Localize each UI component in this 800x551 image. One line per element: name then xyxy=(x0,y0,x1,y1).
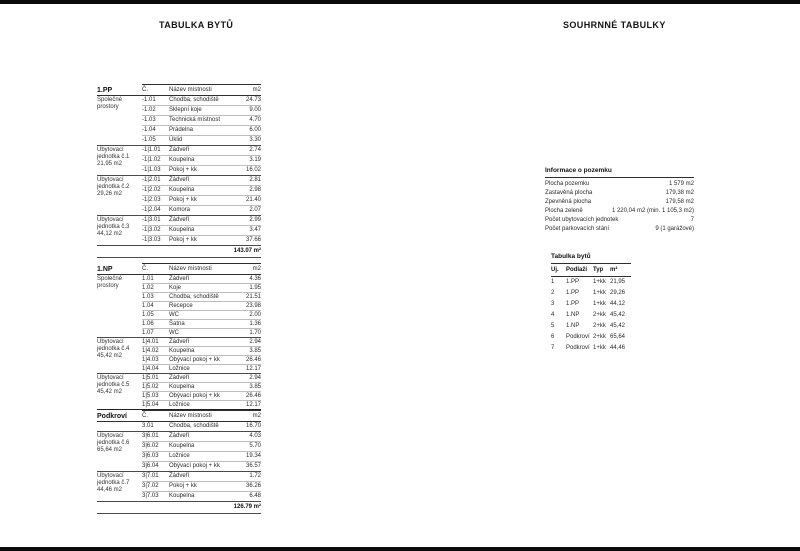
room-area-cell: 19.34 xyxy=(245,453,261,459)
land-info-row xyxy=(545,216,694,225)
room-number-cell: 1|4.01 xyxy=(142,338,159,345)
unit-cell: 6 xyxy=(551,334,555,340)
room-row xyxy=(142,165,261,175)
units-column-header: m² xyxy=(610,266,618,273)
room-area-cell: 26.46 xyxy=(245,356,261,363)
room-name-cell: Pokoj + kk xyxy=(169,167,197,173)
room-name-cell: Obývací pokoj + kk xyxy=(169,392,220,399)
unit-cell: 2 xyxy=(551,290,555,296)
room-name-cell: Koupelna xyxy=(169,493,195,499)
room-row xyxy=(142,235,261,245)
room-area-cell: 36.26 xyxy=(245,483,261,489)
unit-cell: 2+kk xyxy=(593,312,606,318)
floor-name: 1.NP xyxy=(97,266,113,273)
land-info-row xyxy=(545,198,694,207)
room-number-cell: 3|7.01 xyxy=(142,473,159,479)
letterbox-top xyxy=(0,0,800,4)
room-row xyxy=(142,96,261,105)
room-row xyxy=(142,195,261,205)
group-label: Ubytovací jednotka č.6 65,64 m2 xyxy=(97,433,130,453)
column-header-room-name: Název místnosti xyxy=(169,412,212,419)
room-area-cell: 23.98 xyxy=(245,302,261,309)
room-name-cell: Ložnice xyxy=(169,401,190,408)
room-name-cell: Pokoj + kk xyxy=(169,483,197,489)
room-row xyxy=(142,135,261,145)
group-label: Ubytovací jednotka č.1 21,95 m2 xyxy=(97,147,130,167)
room-number-cell: 3|6.01 xyxy=(142,433,159,439)
unit-cell: 1+kk xyxy=(593,279,606,285)
room-number-cell: 1.03 xyxy=(142,293,154,300)
room-name-cell: Zádveří xyxy=(169,275,190,282)
room-name-cell: Chodba, schodiště xyxy=(169,423,219,429)
room-name-cell: Zádveří xyxy=(169,433,190,439)
unit-cell: 44,12 xyxy=(610,301,626,307)
unit-cell: 2+kk xyxy=(593,323,606,329)
room-area-cell: 37.66 xyxy=(245,237,261,243)
unit-row xyxy=(551,288,631,299)
room-row xyxy=(142,328,261,337)
group-rows xyxy=(142,275,261,337)
room-row xyxy=(142,472,261,481)
room-row xyxy=(142,205,261,215)
unit-cell: 1.PP xyxy=(566,279,580,285)
room-area-cell: 6.00 xyxy=(249,127,261,133)
room-area-cell: 3.47 xyxy=(249,227,261,233)
room-group xyxy=(97,96,261,146)
room-name-cell: Koupelna xyxy=(169,347,195,354)
land-info-title: Informace o pozemku xyxy=(545,167,694,178)
room-row xyxy=(142,176,261,185)
unit-cell: 1.NP xyxy=(566,312,580,318)
room-area-cell: 4.70 xyxy=(249,117,261,123)
unit-cell: 1.NP xyxy=(566,323,580,329)
room-area-cell: 16.70 xyxy=(245,423,261,429)
units-column-header: Podlaží xyxy=(566,266,588,273)
room-group xyxy=(97,432,261,472)
land-info-row xyxy=(545,180,694,189)
room-area-cell: 2.98 xyxy=(249,187,261,193)
room-area-cell: 4.36 xyxy=(249,275,261,282)
room-area-cell: 4.03 xyxy=(249,433,261,439)
units-summary-rows xyxy=(551,277,631,354)
unit-row xyxy=(551,321,631,332)
room-name-cell: Chodba, schodiště xyxy=(169,293,219,300)
group-label xyxy=(97,422,142,431)
room-area-cell: 1.36 xyxy=(249,320,261,327)
group-label: Ubytovací jednotka č.7 44,46 m2 xyxy=(97,473,130,493)
room-number-cell: 1|5.03 xyxy=(142,392,159,399)
room-area-cell: 1.72 xyxy=(249,473,261,479)
room-row xyxy=(142,374,261,382)
room-area-cell: 24.73 xyxy=(245,97,261,103)
column-header-room-name: Název místnosti xyxy=(169,265,212,272)
floor-table-1 xyxy=(97,84,261,258)
group-label: Společné prostory xyxy=(97,276,123,289)
room-name-cell: Koupelna xyxy=(169,443,195,449)
room-area-cell: 9.00 xyxy=(249,107,261,113)
room-area-cell: 3.19 xyxy=(249,157,261,163)
land-info-label: Počet parkovacích stání xyxy=(545,226,610,232)
room-row xyxy=(142,319,261,328)
room-name-cell: Ložnice xyxy=(169,453,190,459)
room-number-cell: -1|1.01 xyxy=(142,147,161,153)
room-number-cell: 3|6.02 xyxy=(142,443,159,449)
room-number-cell: 3.01 xyxy=(142,423,154,429)
unit-row xyxy=(551,343,631,354)
room-number-cell: 1.07 xyxy=(142,329,154,336)
room-number-cell: -1|3.01 xyxy=(142,217,161,223)
unit-cell: 1+kk xyxy=(593,345,606,351)
room-name-cell: Úklid xyxy=(169,137,183,143)
room-number-cell: -1|2.04 xyxy=(142,207,161,213)
room-area-cell: 3.85 xyxy=(249,347,261,354)
room-number-cell: -1|1.03 xyxy=(142,167,161,173)
unit-cell: 45,42 xyxy=(610,312,626,318)
group-rows xyxy=(142,472,261,501)
units-summary-title: Tabulka bytů xyxy=(551,253,631,264)
room-group xyxy=(97,422,261,432)
room-row xyxy=(142,461,261,471)
room-group xyxy=(97,275,261,338)
room-name-cell: Technická místnost xyxy=(169,117,221,123)
group-label: Ubytovací jednotka č.3 44,12 m2 xyxy=(97,217,130,237)
column-header-room-name: Název místnosti xyxy=(169,86,212,93)
column-header-area: m2 xyxy=(252,412,261,419)
column-header-number: Č. xyxy=(142,412,148,419)
room-name-cell: Ložnice xyxy=(169,365,190,372)
room-row xyxy=(142,422,261,431)
column-header-area: m2 xyxy=(252,86,261,93)
room-row xyxy=(142,301,261,310)
room-row xyxy=(142,400,261,409)
room-row xyxy=(142,283,261,292)
land-info-label: Zastavěná plocha xyxy=(545,190,593,196)
room-name-cell: Koje xyxy=(169,284,182,291)
group-rows xyxy=(142,176,261,215)
room-name-cell: Pokoj + kk xyxy=(169,237,197,243)
group-rows xyxy=(142,432,261,471)
unit-cell: 65,64 xyxy=(610,334,626,340)
room-group xyxy=(97,338,261,374)
room-area-cell: 2.81 xyxy=(249,177,261,183)
room-row xyxy=(142,225,261,235)
room-number-cell: 1|5.02 xyxy=(142,383,159,390)
room-name-cell: Zádveří xyxy=(169,147,190,153)
room-number-cell: 3|6.03 xyxy=(142,453,159,459)
room-name-cell: Prádelna xyxy=(169,127,194,133)
unit-cell: 1 xyxy=(551,279,555,285)
land-info-label: Zpevněná plocha xyxy=(545,199,592,205)
room-name-cell: Obývací pokoj + kk xyxy=(169,356,220,363)
room-row xyxy=(142,155,261,165)
room-group xyxy=(97,472,261,502)
floor-table-column-headers xyxy=(142,263,261,274)
unit-cell: 4 xyxy=(551,312,555,318)
room-area-cell: 12.17 xyxy=(245,365,261,372)
room-number-cell: -1|1.02 xyxy=(142,157,161,163)
room-row xyxy=(142,364,261,373)
units-column-header: Uj. xyxy=(551,266,559,273)
right-section-title: SOUHRNNÉ TABULKY xyxy=(563,20,666,30)
room-number-cell: 1.04 xyxy=(142,302,154,309)
room-row xyxy=(142,185,261,195)
room-name-cell: Chodba, schodiště xyxy=(169,97,219,103)
room-number-cell: -1.03 xyxy=(142,117,156,123)
room-number-cell: 1|5.01 xyxy=(142,374,159,381)
units-column-header: Typ xyxy=(593,266,604,273)
unit-cell: 45,42 xyxy=(610,323,626,329)
land-info-table xyxy=(545,167,694,234)
group-rows xyxy=(142,374,261,409)
floor-total-value: 126.79 m² xyxy=(233,504,261,510)
floor-total-row xyxy=(97,246,261,258)
group-label: Společné prostory xyxy=(97,97,123,110)
room-area-cell: 2.94 xyxy=(249,374,261,381)
room-name-cell: Sklepní koje xyxy=(169,107,202,113)
room-row xyxy=(142,105,261,115)
floor-total-row xyxy=(97,502,261,514)
room-name-cell: Zádveří xyxy=(169,338,190,345)
unit-cell: 21,95 xyxy=(610,279,626,285)
group-rows xyxy=(142,422,261,431)
floor-total-value: 143.07 m² xyxy=(233,248,261,254)
room-number-cell: -1|3.02 xyxy=(142,227,161,233)
room-name-cell: Komora xyxy=(169,207,191,213)
room-row xyxy=(142,146,261,155)
floor-name: 1.PP xyxy=(97,87,113,94)
room-number-cell: -1.04 xyxy=(142,127,156,133)
room-number-cell: 1.05 xyxy=(142,311,154,318)
group-rows xyxy=(142,146,261,175)
room-area-cell: 3.30 xyxy=(249,137,261,143)
room-row xyxy=(142,491,261,501)
group-rows xyxy=(142,216,261,245)
room-row xyxy=(142,432,261,441)
room-name-cell: Koupelna xyxy=(169,227,195,233)
room-area-cell: 5.70 xyxy=(249,443,261,449)
unit-cell: 5 xyxy=(551,323,555,329)
room-number-cell: 3|7.03 xyxy=(142,493,159,499)
room-area-cell: 1.95 xyxy=(249,284,261,291)
letterbox-bottom xyxy=(0,547,800,551)
column-header-number: Č. xyxy=(142,86,148,93)
unit-cell: 3 xyxy=(551,301,555,307)
column-header-number: Č. xyxy=(142,265,148,272)
unit-row xyxy=(551,310,631,321)
room-number-cell: 1|5.04 xyxy=(142,401,159,408)
room-name-cell: WC xyxy=(169,311,179,318)
room-name-cell: Koupelna xyxy=(169,383,195,390)
room-row xyxy=(142,346,261,355)
room-group xyxy=(97,216,261,246)
room-group xyxy=(97,146,261,176)
floor-table-column-headers xyxy=(142,84,261,95)
room-area-cell: 26.46 xyxy=(245,392,261,399)
room-number-cell: -1.02 xyxy=(142,107,156,113)
room-number-cell: -1.05 xyxy=(142,137,156,143)
room-row xyxy=(142,441,261,451)
room-area-cell: 6.48 xyxy=(249,493,261,499)
land-info-value: 1 220,04 m2 (min. 1 105,3 m2) xyxy=(611,208,694,214)
room-number-cell: -1|2.02 xyxy=(142,187,161,193)
unit-cell: 44,46 xyxy=(610,345,626,351)
land-info-label: Plocha zeleně xyxy=(545,208,583,214)
land-info-value: 9 (1 garážové) xyxy=(655,226,694,232)
room-row xyxy=(142,355,261,364)
room-area-cell: 36.57 xyxy=(245,463,261,469)
group-label: Ubytovací jednotka č.5 45,42 m2 xyxy=(97,375,130,395)
room-name-cell: Pokoj + kk xyxy=(169,197,197,203)
group-rows xyxy=(142,338,261,373)
room-name-cell: Zádveří xyxy=(169,473,190,479)
group-rows xyxy=(142,96,261,145)
room-number-cell: -1|3.03 xyxy=(142,237,161,243)
room-name-cell: Obývací pokoj + kk xyxy=(169,463,220,469)
room-area-cell: 21.40 xyxy=(245,197,261,203)
room-area-cell: 2.99 xyxy=(249,217,261,223)
room-row xyxy=(142,115,261,125)
room-number-cell: -1|2.03 xyxy=(142,197,161,203)
unit-cell: 1+kk xyxy=(593,301,606,307)
room-row xyxy=(142,391,261,400)
room-name-cell: WC xyxy=(169,329,179,336)
room-row xyxy=(142,451,261,461)
room-number-cell: 1.01 xyxy=(142,275,154,282)
floor-table-head xyxy=(97,263,261,275)
unit-row xyxy=(551,332,631,343)
room-number-cell: 1.02 xyxy=(142,284,154,291)
room-name-cell: Koupelna xyxy=(169,157,195,163)
room-area-cell: 2.00 xyxy=(249,311,261,318)
room-name-cell: Zádveří xyxy=(169,217,190,223)
unit-cell: 1+kk xyxy=(593,290,606,296)
room-area-cell: 3.85 xyxy=(249,383,261,390)
room-area-cell: 2.07 xyxy=(249,207,261,213)
unit-row xyxy=(551,277,631,288)
column-header-area: m2 xyxy=(252,265,261,272)
unit-row xyxy=(551,299,631,310)
room-number-cell: 3|7.02 xyxy=(142,483,159,489)
group-label: Ubytovací jednotka č.2 29,26 m2 xyxy=(97,177,130,197)
room-group xyxy=(97,374,261,410)
room-row xyxy=(142,481,261,491)
room-number-cell: 1.06 xyxy=(142,320,154,327)
room-row xyxy=(142,310,261,319)
room-number-cell: 1|4.04 xyxy=(142,365,159,372)
room-area-cell: 21.51 xyxy=(245,293,261,300)
floor-name: Podkroví xyxy=(97,413,127,420)
unit-cell: Podkroví xyxy=(566,334,590,340)
unit-cell: Podkroví xyxy=(566,345,590,351)
group-label: Ubytovací jednotka č.4 45,42 m2 xyxy=(97,339,130,359)
room-number-cell: -1.01 xyxy=(142,97,156,103)
floor-table-2 xyxy=(97,263,261,410)
room-row xyxy=(142,382,261,391)
room-group xyxy=(97,176,261,216)
land-info-value: 179,38 m2 xyxy=(665,190,694,196)
room-area-cell: 2.94 xyxy=(249,338,261,345)
room-row xyxy=(142,216,261,225)
room-row xyxy=(142,338,261,346)
units-summary-column-headers xyxy=(551,264,631,277)
floor-table-head xyxy=(97,410,261,422)
floor-table-3 xyxy=(97,410,261,514)
land-info-rows xyxy=(545,180,694,234)
room-area-cell: 12.17 xyxy=(245,401,261,408)
floor-table-column-headers xyxy=(142,410,261,421)
land-info-row xyxy=(545,189,694,198)
room-name-cell: Šatna xyxy=(169,320,185,327)
room-number-cell: -1|2.01 xyxy=(142,177,161,183)
room-name-cell: Zádveří xyxy=(169,177,190,183)
land-info-label: Počet ubytovacích jednotek xyxy=(545,217,619,223)
land-info-row xyxy=(545,207,694,216)
room-area-cell: 16.02 xyxy=(245,167,261,173)
unit-cell: 1.PP xyxy=(566,301,580,307)
room-number-cell: 1|4.03 xyxy=(142,356,159,363)
land-info-value: 179,58 m2 xyxy=(665,199,694,205)
floor-table-head xyxy=(97,84,261,96)
room-name-cell: Zádveří xyxy=(169,374,190,381)
room-row xyxy=(142,292,261,301)
land-info-label: Plocha pozemku xyxy=(545,181,590,187)
land-info-value: 7 xyxy=(690,217,694,223)
room-area-cell: 2.74 xyxy=(249,147,261,153)
room-name-cell: Koupelna xyxy=(169,187,195,193)
room-number-cell: 1|4.02 xyxy=(142,347,159,354)
unit-cell: 29,26 xyxy=(610,290,626,296)
units-summary-table xyxy=(551,253,631,354)
room-name-cell: Recepce xyxy=(169,302,193,309)
unit-cell: 2+kk xyxy=(593,334,606,340)
land-info-value: 1 579 m2 xyxy=(668,181,694,187)
land-info-row xyxy=(545,225,694,234)
room-area-cell: 1.70 xyxy=(249,329,261,336)
left-section-title: TABULKA BYTŮ xyxy=(159,20,234,30)
room-number-cell: 3|6.04 xyxy=(142,463,159,469)
room-row xyxy=(142,275,261,283)
room-row xyxy=(142,125,261,135)
unit-cell: 7 xyxy=(551,345,555,351)
unit-cell: 1.PP xyxy=(566,290,580,296)
